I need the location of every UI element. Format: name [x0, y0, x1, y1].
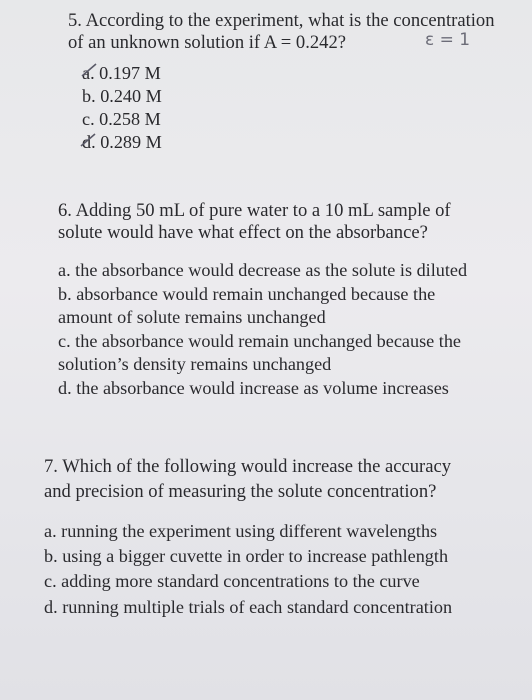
question-6-line-1: 6. Adding 50 mL of pure water to a 10 mL sample of [58, 200, 451, 221]
question-6-option-b-cont: amount of solute remains unchanged [58, 307, 326, 327]
question-5-option-a: a. 0.197 M [82, 63, 161, 83]
handwritten-annotation: ε = 1 [425, 30, 471, 50]
question-7-line-1: 7. Which of the following would increase the accuracy [44, 456, 452, 477]
question-7-line-2: and precision of measuring the solute concentration? [44, 481, 437, 502]
question-6-option-c: c. the absorbance would remain unchanged because the [58, 331, 461, 351]
question-5-option-b: b. 0.240 M [82, 86, 162, 106]
handwritten-strike-marks [78, 58, 104, 158]
question-7-option-a: a. running the experiment using different wavelengths [44, 521, 438, 541]
question-5-line-2: of an unknown solution if A = 0.242? [68, 32, 347, 53]
strike-mark-d [81, 134, 95, 146]
question-6-option-b: b. absorbance would remain unchanged because the [58, 284, 436, 304]
question-7-option-d: d. running multiple trials of each standard concentration [44, 597, 453, 617]
question-5-line-1: 5. According to the experiment, what is the concentration [68, 10, 495, 31]
question-5-option-c: c. 0.258 M [82, 109, 161, 129]
question-6-option-c-cont: solution’s density remains unchanged [58, 354, 332, 374]
strike-mark-a [82, 64, 96, 76]
question-7-option-c: c. adding more standard concentrations to the curve [44, 571, 420, 591]
question-5-option-d: d. 0.289 M [82, 132, 162, 152]
question-7-option-b: b. using a bigger cuvette in order to increase pathlength [44, 546, 449, 566]
question-6-option-a: a. the absorbance would decrease as the solute is diluted [58, 260, 468, 280]
question-6-option-d: d. the absorbance would increase as volume increases [58, 378, 449, 398]
question-6-line-2: solute would have what effect on the absorbance? [58, 222, 428, 243]
